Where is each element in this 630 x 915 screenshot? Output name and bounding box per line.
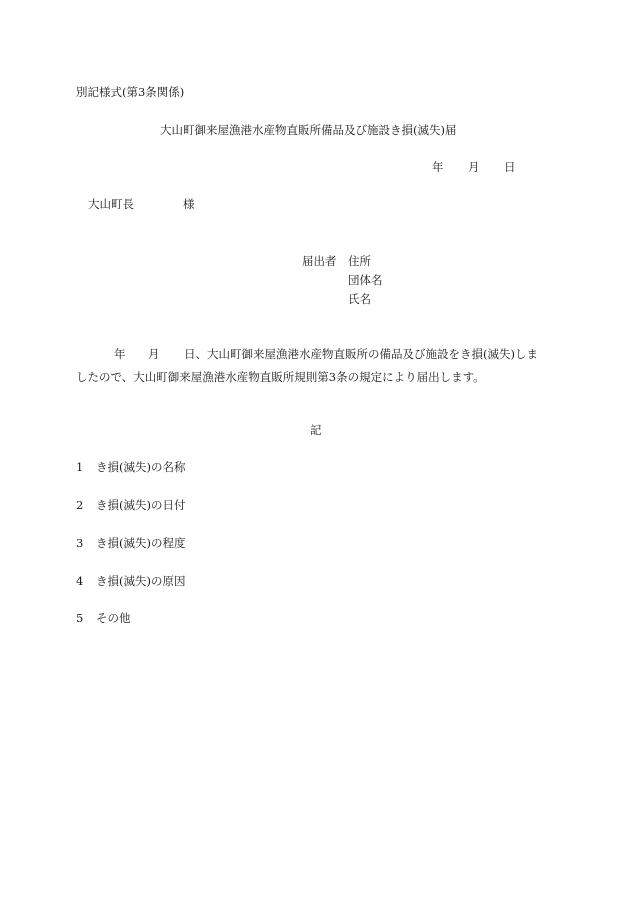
date-year-label: 年 — [432, 160, 444, 174]
body-month-label: 月 — [148, 347, 160, 361]
body-line-2 — [76, 366, 556, 389]
item-number: 4 — [76, 574, 84, 588]
body-year-label: 年 — [114, 347, 126, 361]
item-number: 5 — [76, 611, 84, 625]
item-label: き損(滅失)の名称 — [96, 460, 186, 474]
body-line2-text: したので、大山町御来屋漁港水産物直販所規則第3条の規定により届出します。 — [76, 370, 485, 384]
addressee-name: 大山町長 — [88, 197, 134, 211]
body-line-1 — [76, 343, 556, 366]
date-day-label: 日 — [504, 160, 516, 174]
list-item — [76, 538, 185, 550]
form-label: 別記様式(第3条関係) — [76, 85, 185, 99]
date-month-label: 月 — [468, 160, 480, 174]
document-title: 大山町御来屋漁港水産物直販所備品及び施設き損(滅失)届 — [160, 123, 457, 137]
notifier-label: 届出者 — [302, 254, 337, 268]
body-line1-text: 日、大山町御来屋漁港水産物直販所の備品及び施設をき損(滅失)しま — [184, 347, 538, 361]
notifier-address-label: 住所 — [348, 254, 371, 268]
list-item — [76, 576, 185, 588]
list-item — [76, 500, 185, 512]
item-number: 1 — [76, 460, 84, 474]
list-item — [76, 613, 131, 625]
item-number: 2 — [76, 498, 84, 512]
list-item — [76, 462, 185, 474]
addressee-honorific: 様 — [183, 197, 195, 211]
item-label: その他 — [96, 611, 131, 625]
ki-heading: 記 — [310, 423, 322, 437]
item-label: き損(滅失)の日付 — [96, 498, 186, 512]
item-number: 3 — [76, 536, 84, 550]
body-paragraph — [76, 343, 556, 389]
item-label: き損(滅失)の原因 — [96, 574, 186, 588]
notifier-name-label: 氏名 — [348, 292, 371, 306]
item-label: き損(滅失)の程度 — [96, 536, 186, 550]
notifier-group-label: 団体名 — [348, 273, 383, 287]
